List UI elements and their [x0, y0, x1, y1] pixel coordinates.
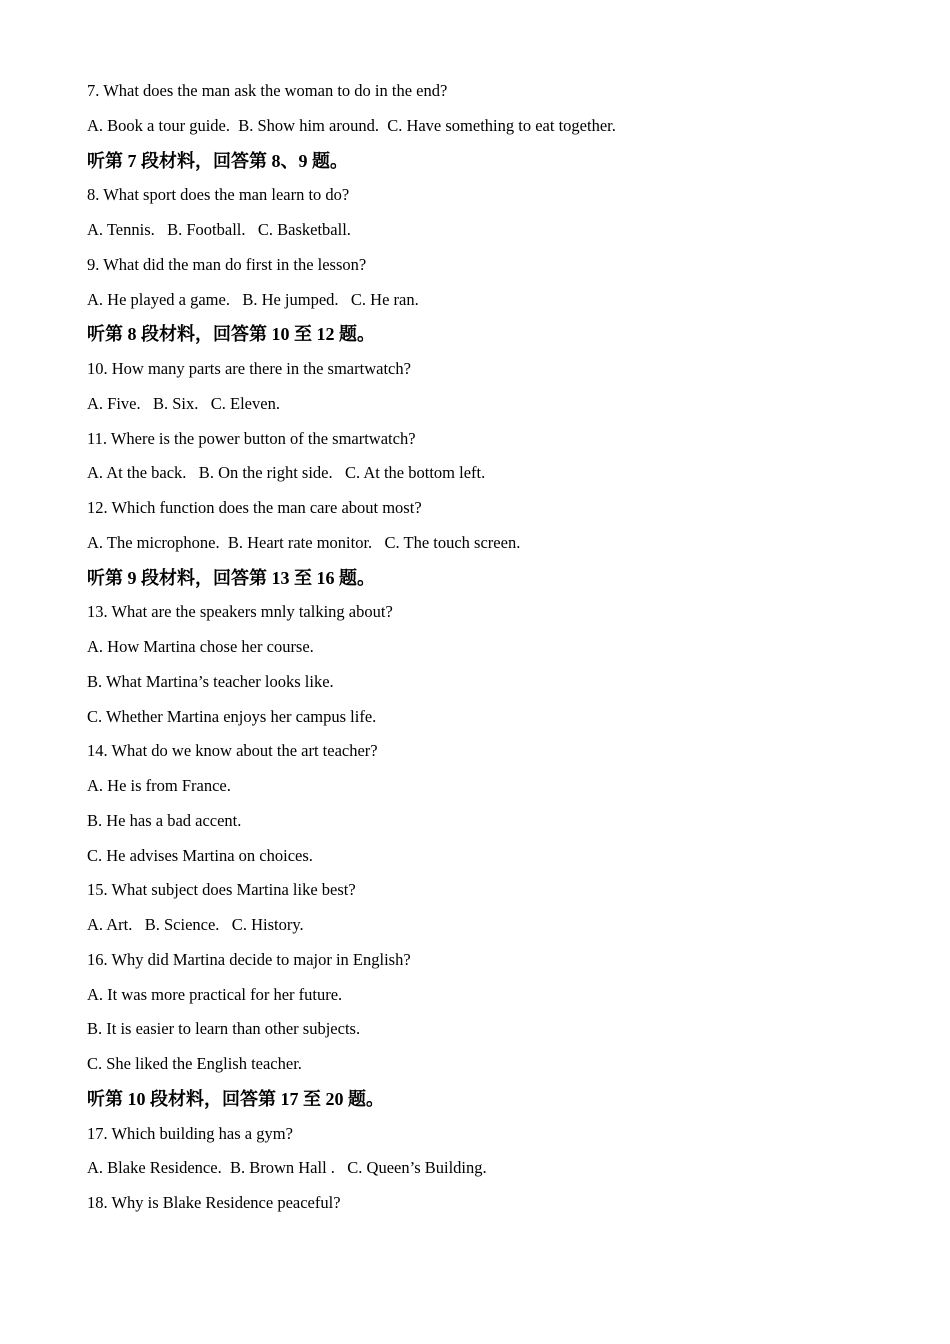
question-14-option-c: C. He advises Martina on choices. — [87, 845, 313, 865]
question-13-option-b: B. What Martina’s teacher looks like. — [87, 671, 334, 691]
exam-page — [87, 79, 867, 1226]
question-16-option-a: A. It was more practical for her future. — [87, 984, 343, 1004]
question-13-option-a: A. How Martina chose her course. — [87, 637, 314, 656]
section-heading-10: 听第 10 段材料，回答第 17 至 20 题。 — [87, 1088, 384, 1109]
question-14-option-b: B. He has a bad accent. — [87, 810, 242, 830]
question-7: 7. What does the man ask the woman to do in the end? — [87, 81, 448, 100]
question-9-options: A. He played a game. B. He jumped. C. He ran. — [87, 289, 419, 309]
section-heading-9: 听第 9 段材料，回答第 13 至 16 题。 — [87, 567, 375, 588]
question-18: 18. Why is Blake Residence peaceful? — [87, 1193, 341, 1212]
question-13-option-c: C. Whether Martina enjoys her campus life. — [87, 706, 377, 726]
question-7-options: A. Book a tour guide. B. Show him around. C. Have something to eat together. — [87, 115, 616, 135]
question-12: 12. Which function does the man care about most? — [87, 498, 422, 517]
question-10-options: A. Five. B. Six. C. Eleven. — [87, 393, 280, 413]
question-10: 10. How many parts are there in the smartwatch? — [87, 359, 411, 378]
section-heading-8: 听第 8 段材料，回答第 10 至 12 题。 — [87, 324, 375, 345]
question-14: 14. What do we know about the art teacher? — [87, 741, 378, 761]
question-15-options: A. Art. B. Science. C. History. — [87, 915, 304, 934]
question-17-options: A. Blake Residence. B. Brown Hall . C. Queen’s Building. — [87, 1158, 487, 1178]
question-14-option-a: A. He is from France. — [87, 776, 231, 795]
section-heading-7: 听第 7 段材料，回答第 8、9 题。 — [87, 150, 348, 171]
question-8-options: A. Tennis. B. Football. C. Basketball. — [87, 220, 351, 239]
question-16-option-c: C. She liked the English teacher. — [87, 1054, 302, 1073]
question-13: 13. What are the speakers mnly talking about? — [87, 602, 393, 622]
question-16-option-b: B. It is easier to learn than other subjects. — [87, 1019, 361, 1039]
question-12-options: A. The microphone. B. Heart rate monitor. C. The touch screen. — [87, 532, 521, 552]
question-11-options: A. At the back. B. On the right side. C. At the bottom left. — [87, 463, 486, 483]
question-11: 11. Where is the power button of the smartwatch? — [87, 428, 416, 448]
question-17: 17. Which building has a gym? — [87, 1123, 293, 1143]
question-15: 15. What subject does Martina like best? — [87, 880, 356, 900]
question-9: 9. What did the man do first in the lesson? — [87, 254, 367, 274]
question-8: 8. What sport does the man learn to do? — [87, 185, 350, 205]
question-16: 16. Why did Martina decide to major in English? — [87, 949, 411, 969]
